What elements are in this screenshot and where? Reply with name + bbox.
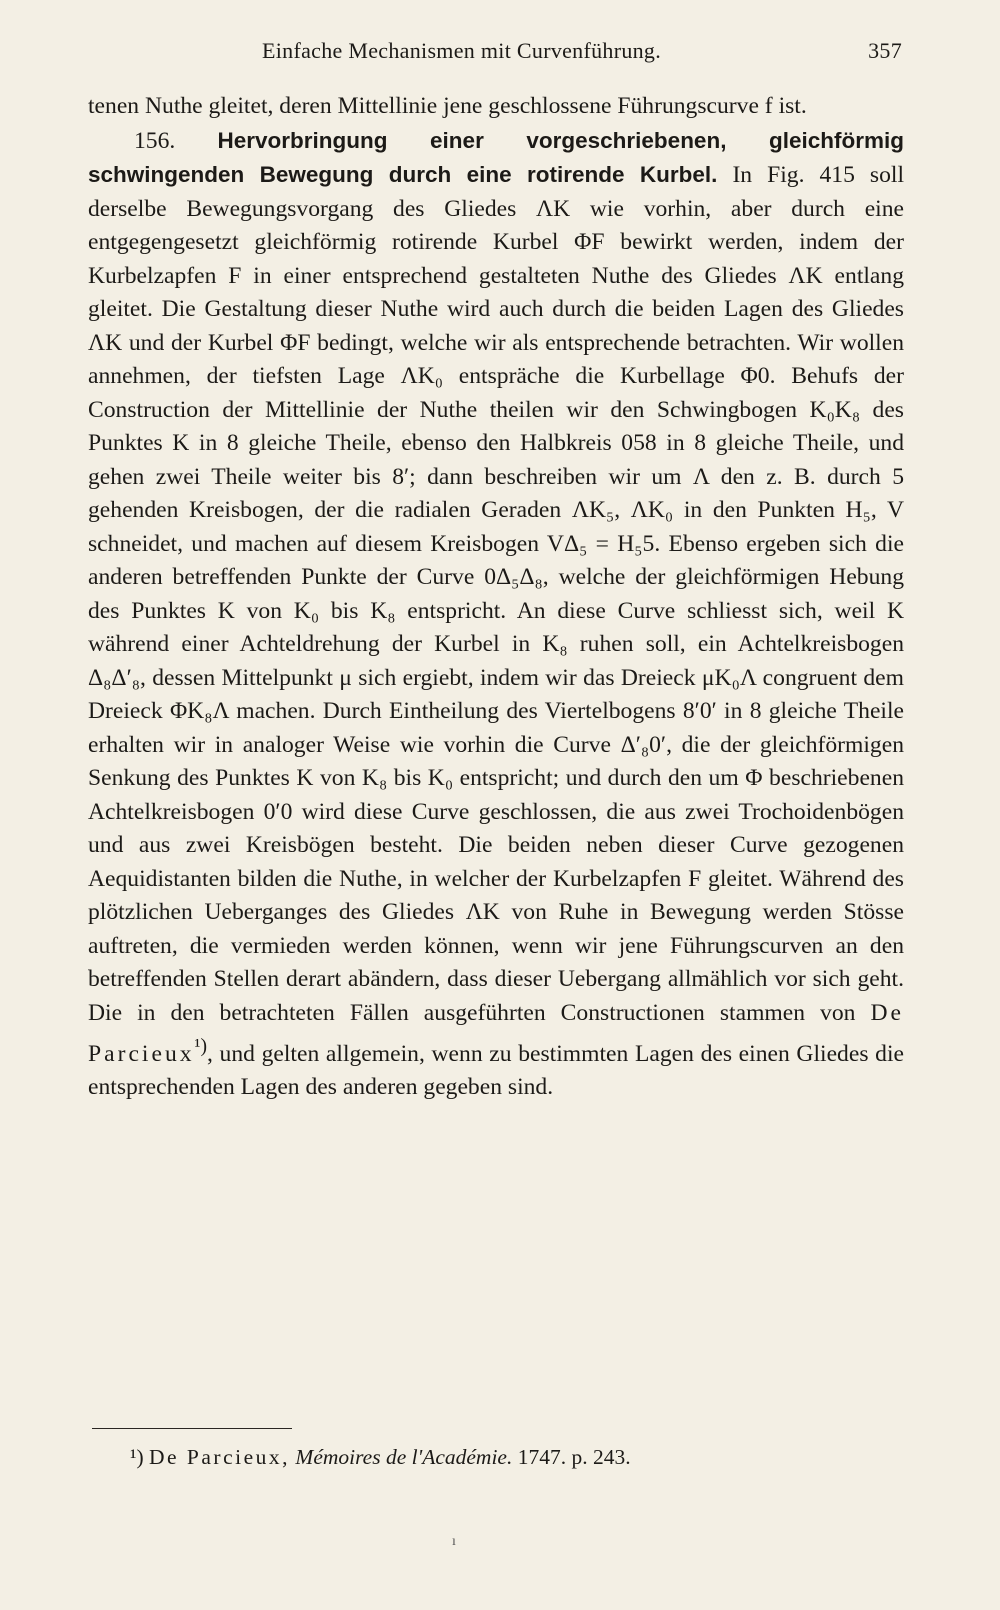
body-text	[88, 90, 904, 1105]
section-number: 156.	[134, 127, 176, 154]
footnote-author: De Parcieux,	[148, 1445, 291, 1469]
footnote-citation: 1747. p. 243.	[517, 1445, 631, 1469]
footnote	[130, 1442, 890, 1472]
paragraph-continued: tenen Nuthe gleitet, deren Mittellinie jene geschlossene Führungscurve f ist.	[88, 93, 807, 119]
footnote-rule	[92, 1428, 292, 1429]
section-title: Hervorbringung einer vorgeschriebenen, gleichförmig schwingenden Bewegung durch eine rotirende Kurbel.	[88, 127, 904, 187]
section-text-a: In Fig. 415 soll derselbe Bewegungsvorgang des Gliedes ΛK wie vorhin, aber durch eine entgegengesetzt gleichförmig rotirende Kurbel ΦF bewirkt werden, indem der Kurbelzapfen F in einer entsprechend gestalteten Nuthe des Gliedes ΛK entlang gleitet. Die Gestaltung dieser Nuthe wird auch durch die beiden Lagen des Gliedes ΛK und der Kurbel ΦF bedingt, welche wir als entsprechende betrachten. Wir wollen annehmen, der tiefsten Lage ΛK₀ entspräche die Kurbellage Φ0. Behufs der Construction der Mittellinie der Nuthe theilen wir den Schwingbogen K₀K₈ des Punktes K in 8 gleiche Theile, ebenso den Halbkreis 058 in 8 gleiche Theile, und gehen zwei Theile weiter bis 8′; dann beschreiben wir um Λ den z. B. durch 5 gehenden Kreisbogen, der die radialen Geraden ΛK₅, ΛK₀ in den Punkten H₅, V schneidet, und machen auf diesem Kreisbogen VΔ₅ = H₅5. Ebenso ergeben sich die anderen betreffenden Punkte der Curve 0Δ₅Δ₈, welche der gleichförmigen Hebung des Punktes K von K₀ bis K₈ entspricht. An diese Curve schliesst sich, weil K während einer Achteldrehung der Kurbel in K₈ ruhen soll, ein Achtelkreisbogen Δ₈Δ′₈, dessen Mittelpunkt μ sich ergiebt, indem wir das Dreieck μK₀Λ congruent dem Dreieck ΦK₈Λ machen. Durch Eintheilung des Viertelbogens 8′0′ in 8 gleiche Theile erhalten wir in analoger Weise wie vorhin die Curve Δ′₈0′, die der gleichförmigen Senkung des Punktes K von K₈ bis K₀ entspricht; und durch den um Φ beschriebenen Achtelkreisbogen 0′0 wird diese Curve geschlossen, die aus zwei Trochoidenbögen und aus zwei Kreisbögen besteht. Die beiden neben dieser Curve gezogenen Aequidistanten bilden die Nuthe, in welcher der Kurbelzapfen F gleitet. Während des plötzlichen Ueberganges des Gliedes ΛK von Ruhe in Bewegung werden Stösse auftreten, die vermieden werden können, wenn wir jene Führungscurven an den betreffenden Stellen derart abändern, dass dieser Uebergang allmählich vor sich geht. Die in den betrachteten Fällen ausgeführten Constructionen stammen von	[88, 162, 905, 1026]
section-text-b: , und gelten allgemein, wenn zu bestimmten Lagen des einen Gliedes die entsprechenden Lagen des anderen gegeben sind.	[88, 1040, 904, 1101]
stray-mark: ı	[452, 1534, 456, 1549]
page-number: 357	[868, 38, 902, 63]
footnote-marker: ¹)	[130, 1445, 144, 1469]
cited-author: De Parcieux	[88, 999, 904, 1067]
footnote-ref: ¹)	[194, 1035, 207, 1057]
footnote-work: Mémoires de l'Académie.	[295, 1445, 513, 1469]
running-title: Einfache Mechanismen mit Curvenführung.	[262, 38, 662, 63]
section-156	[88, 124, 904, 1105]
